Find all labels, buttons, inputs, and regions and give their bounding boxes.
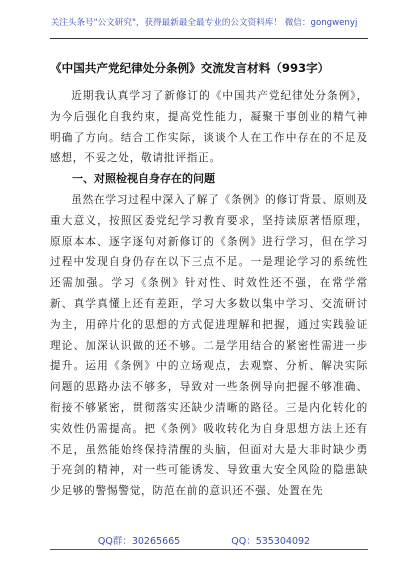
header-divider <box>50 38 368 39</box>
document-body <box>50 86 368 502</box>
footer-qq-group: QQ群：30265665 <box>97 536 181 547</box>
footer <box>0 533 408 547</box>
section-heading: 一、对照检视自身存在的问题 <box>72 172 215 186</box>
footer-qq: QQ：535304092 <box>231 536 311 547</box>
document-title: 《中国共产党纪律处分条例》交流发言材料（993字） <box>50 61 330 75</box>
intro-paragraph: 近期我认真学习了新修订的《中国共产党纪律处分条例》，为今后强化自我约束，提高党性能力，凝聚干事创业的精气神明确了方向。结合工作实际，谈谈个人在工作中存在的不足及感想，不妥之处，敬请批评指正。 <box>50 90 368 165</box>
header-notice: 关注头条号"公文研究"，获得最新最全最专业的公文资料库！ 微信：gongwenyj <box>50 18 358 28</box>
footer-divider <box>50 549 368 550</box>
section-paragraph: 虽然在学习过程中深入了解了《条例》的修订背景、原则及重大意义，按照区委党纪学习教育要求，坚持读原著悟原理，原原本本、逐字逐句对新修订的《条例》进行学习，但在学习过程中发现自身仍存在以下三点不足。一是理论学习的系统性还需加强。学习《条例》针对性、时效性还不强，在常学常新、真学真懂上还有差距，学习大多数以集中学习、交流研讨为主，用碎片化的思想的方式促进理解和把握，通过实践验证理论、加深认识做的还不够。二是学用结合的紧密性需进一步提升。运用《条例》中的立场观点，去观察、分析、解决实际问题的思路办法不够多，导致对一些条例导向把握不够准确、衔接不够紧密，贯彻落实还缺少清晰的路径。三是内化转化的实效性仍需提高。把《条例》吸收转化为自身思想方法上还有不足，虽然能始终保持清醒的头脑，但面对大是大非时缺少勇于亮剑的精神，对一些可能诱发、导致重大安全风险的隐患缺少足够的警惕警觉，防范在前的意识还不强、处置在先 <box>50 193 368 498</box>
